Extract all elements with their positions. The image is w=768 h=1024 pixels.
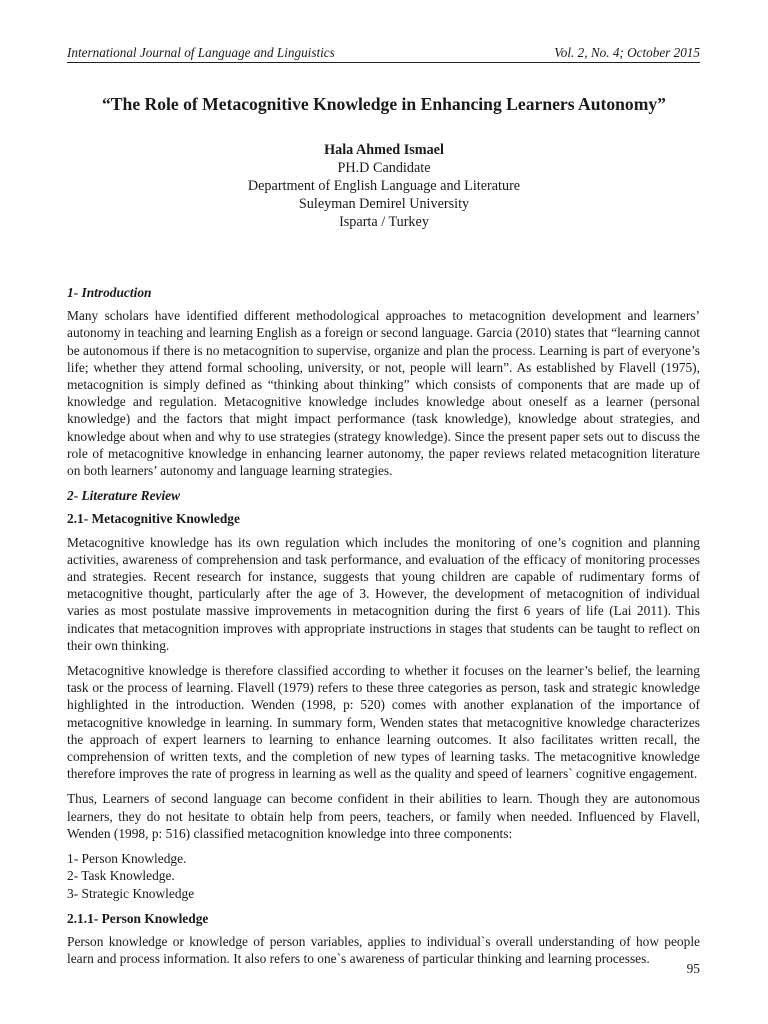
introduction-paragraph: Many scholars have identified different methodological approaches to metacognition development and learners’ autonomy in teaching and learning English as a foreign or second language. Garcia (2010) states that “learning cannot be autonomous if there is no metacognition to supervise, organize and plan the process. Learning is part of everyone’s life; whether they attend formal schooling, university, or not, people will learn”. As established by Flavell (1975), metacognition is simply defined as “thinking about thinking” which consists of components that are made up of knowledge and regulation. Metacognitive knowledge includes knowledge about oneself as a learner (personal knowledge) and the factors that might impact performance (task knowledge), knowledge about strategies, and knowledge about when and why to use strategies (strategy knowledge). Since the present paper sets out to discuss the role of metacognitive knowledge in enhancing learner autonomy, the paper reviews related metacognition literature on both learners’ autonomy and language learning strategies. (67, 308, 700, 479)
page-number: 95 (686, 961, 700, 976)
author-name: Hala Ahmed Ismael (324, 142, 444, 158)
author-position: PH.D Candidate (337, 160, 431, 176)
metacognitive-paragraph-3: Thus, Learners of second language can become confident in their abilities to learn. Though they are autonomous learners, they do not hesitate to obtain help from peers, teachers, or family when needed. Influenced by Flavell, Wenden (1998, p: 516) classified metacognition knowledge into three components: (67, 791, 700, 841)
running-header (67, 44, 700, 63)
section-heading-literature-review: 2- Literature Review (67, 488, 181, 504)
list-item: 1- Person Knowledge. (67, 851, 187, 867)
subsection-heading-person-knowledge: 2.1.1- Person Knowledge (67, 910, 209, 926)
list-item: 2- Task Knowledge. (67, 868, 175, 884)
list-item: 3- Strategic Knowledge (67, 885, 195, 901)
author-location: Isparta / Turkey (339, 214, 429, 230)
author-department: Department of English Language and Literature (247, 178, 521, 194)
paper-title: “The Role of Metacognitive Knowledge in Enhancing Learners Autonomy” (102, 94, 666, 114)
section-heading-introduction: 1- Introduction (67, 285, 152, 300)
journal-name: International Journal of Language and Linguistics (67, 45, 335, 60)
components-list (67, 850, 700, 902)
issue-info: Vol. 2, No. 4; October 2015 (554, 45, 700, 60)
body-content (67, 284, 700, 975)
author-university: Suleyman Demirel University (298, 196, 470, 212)
author-block (0, 141, 768, 231)
subsection-heading-metacognitive-knowledge: 2.1- Metacognitive Knowledge (67, 511, 240, 527)
person-knowledge-paragraph: Person knowledge or knowledge of person variables, applies to individual`s overall understanding of how people learn and process information. It also refers to one`s awareness of particular thinking and learning processes. (67, 933, 700, 967)
metacognitive-paragraph-1: Metacognitive knowledge has its own regulation which includes the monitoring of one’s cognition and planning activities, awareness of comprehension and task performance, and evaluation of the efficacy of monitoring processes and strategies. Recent research for instance, suggests that young children are capable of rudimentary forms of metacognitive thought, particularly after the age of 3. However, the development of metacognition of individual varies as most postulate massive improvements in metacognition during the first 6 years of life (Lai 2011). This indicates that metacognition improves with appropriate instructions in stages that students can be taught to reflect on their own thinking. (67, 534, 700, 653)
metacognitive-paragraph-2: Metacognitive knowledge is therefore classified according to whether it focuses on the learner’s belief, the learning task or the process of learning. Flavell (1979) refers to these three categories as person, task and strategic knowledge highlighted in the introduction. Wenden (1998, p: 520) comes with another explanation of the importance of metacognitive knowledge in learning. In summary form, Wenden states that metacognitive knowledge characterizes the approach of expert learners to learning to enhance learning outcomes. It also facilitates written recall, the comprehension of written texts, and the completion of new types of learning tasks. The metacognitive knowledge therefore improves the rate of progress in learning as well as the quality and speed of learners` cognitive engagement. (67, 663, 700, 782)
